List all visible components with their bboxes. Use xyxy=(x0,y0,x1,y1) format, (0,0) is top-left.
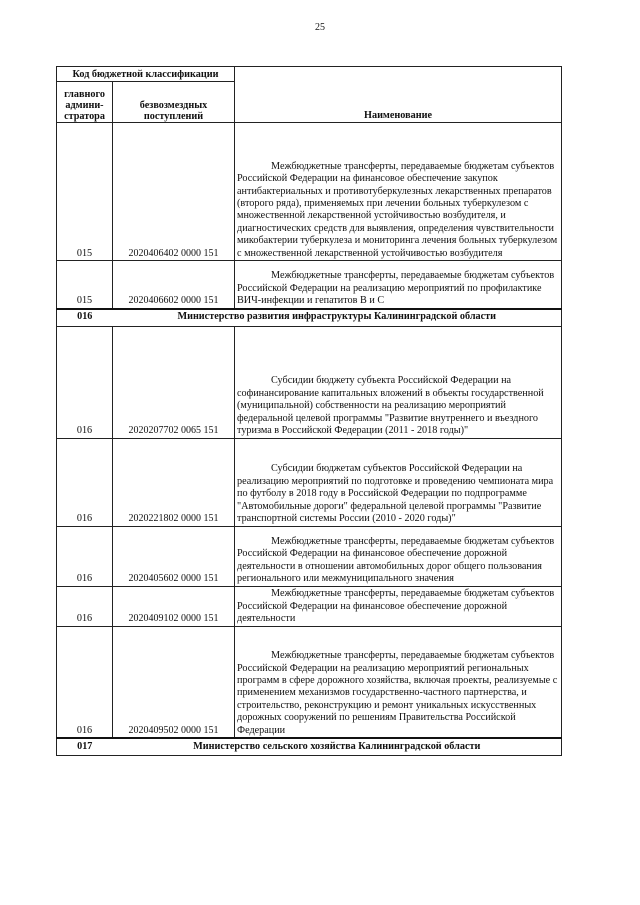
admin-code: 016 xyxy=(57,326,113,438)
receipt-code: 2020207702 0065 151 xyxy=(113,326,235,438)
ministry-name: Министерство сельского хозяйства Калининградской области xyxy=(113,738,562,756)
admin-code: 015 xyxy=(57,261,113,309)
row-description: Межбюджетные трансферты, передаваемые бюджетам субъектов Российской Федерации на реализацию мероприятий региональных программ в сфере дорожного хозяйства, включая проекты, реализуемые с применением механизмов государственно-частного партнерства, и строительство, реконструкцию и ремонт уникальных искусственных дорожных сооружений по решениям Правительства Российской Федерации xyxy=(235,626,562,738)
header-budget-classification-code: Код бюджетной классификации xyxy=(57,67,235,82)
admin-code: 016 xyxy=(57,626,113,738)
admin-code: 016 xyxy=(57,586,113,626)
row-description: Межбюджетные трансферты, передаваемые бюджетам субъектов Российской Федерации на финансовое обеспечение дорожной деятельности xyxy=(235,586,562,626)
table-row xyxy=(57,586,562,626)
ministry-row xyxy=(57,309,562,327)
admin-code: 016 xyxy=(57,438,113,526)
budget-classification-table xyxy=(56,66,562,756)
table-row xyxy=(57,626,562,738)
row-description: Межбюджетные трансферты, передаваемые бюджетам субъектов Российской Федерации на финансовое обеспечение дорожной деятельности в отношении автомобильных дорог общего пользования регионального или межмуниципального значения xyxy=(235,526,562,586)
page-number: 25 xyxy=(315,22,325,33)
table-row xyxy=(57,261,562,309)
table-row xyxy=(57,438,562,526)
row-description: Межбюджетные трансферты, передаваемые бюджетам субъектов Российской Федерации на реализацию мероприятий по профилактике ВИЧ-инфекции и гепатитов В и С xyxy=(235,261,562,309)
admin-code: 015 xyxy=(57,123,113,261)
receipt-code: 2020221802 0000 151 xyxy=(113,438,235,526)
table-row xyxy=(57,326,562,438)
receipt-code: 2020409102 0000 151 xyxy=(113,586,235,626)
ministry-admin-code: 016 xyxy=(57,309,113,327)
header-name: Наименование xyxy=(235,67,562,123)
receipt-code: 2020406602 0000 151 xyxy=(113,261,235,309)
ministry-name: Министерство развития инфраструктуры Калининградской области xyxy=(113,309,562,327)
receipt-code: 2020405602 0000 151 xyxy=(113,526,235,586)
ministry-admin-code: 017 xyxy=(57,738,113,756)
header-free-receipts: безвозмездных поступлений xyxy=(113,82,235,123)
ministry-row xyxy=(57,738,562,756)
table-header-row xyxy=(57,67,562,82)
row-description: Межбюджетные трансферты, передаваемые бюджетам субъектов Российской Федерации на финансовое обеспечение закупок антибактериальных и противотуберкулезных лекарственных препаратов (второго ряда), применяемых при лечении больных туберкулезом с множественной лекарственной устойчивостью возбудителя, и диагностических средств для выявления, определения чувствительности микобактерии туберкулеза и мониторинга лечения больных туберкулезом с множественной лекарственной устойчивостью возбудителя xyxy=(235,123,562,261)
receipt-code: 2020406402 0000 151 xyxy=(113,123,235,261)
receipt-code: 2020409502 0000 151 xyxy=(113,626,235,738)
header-main-administrator: главного админи-стратора xyxy=(57,82,113,123)
row-description: Субсидии бюджетам субъектов Российской Федерации на реализацию мероприятий по подготовке и проведению чемпионата мира по футболу в 2018 году в Российской Федерации по подпрограмме "Автомобильные дороги" федеральной целевой программы "Развитие транспортной системы России (2010 - 2020 годы)" xyxy=(235,438,562,526)
row-description: Субсидии бюджету субъекта Российской Федерации на софинансирование капитальных вложений в объекты государственной (муниципальной) собственности на реализацию мероприятий федеральной целевой программы "Развитие внутреннего и въездного туризма в Российской Федерации (2011 - 2018 годы)" xyxy=(235,326,562,438)
admin-code: 016 xyxy=(57,526,113,586)
table-row xyxy=(57,526,562,586)
table-row xyxy=(57,123,562,261)
